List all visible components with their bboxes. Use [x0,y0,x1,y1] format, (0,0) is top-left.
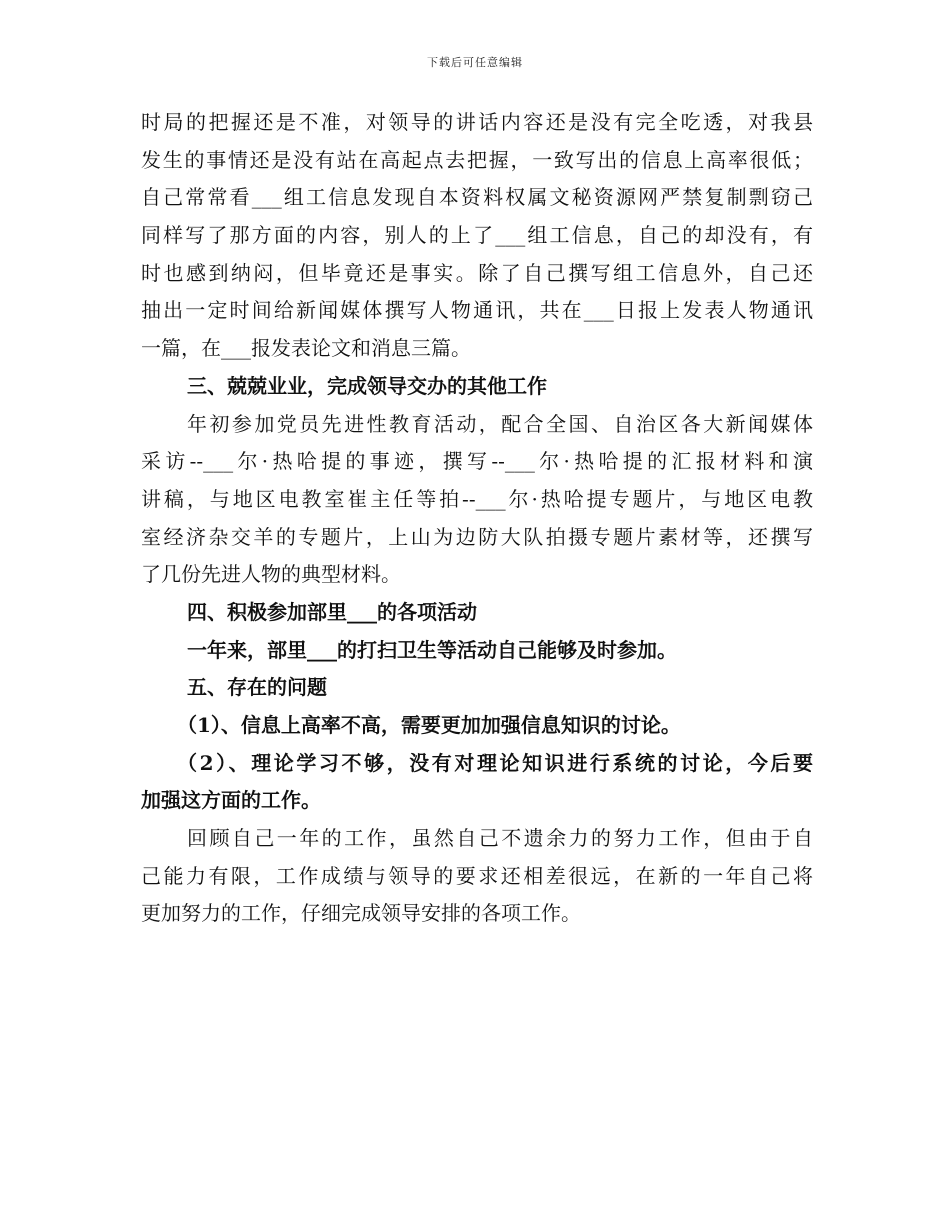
heading-line: 四、积极参加部里___的各项活动 [187,599,477,624]
paragraph-line: 室经济杂交羊的专题片，上山为边防大队拍摄专题片素材等，还撰写 [141,524,813,549]
document-body [141,104,813,933]
paragraph-line: 时局的把握还是不准，对领导的讲话内容还是没有完全吃透，对我县 [141,110,813,134]
heading-line: 三、兢兢业业，完成领导交办的其他工作 [187,373,547,398]
paragraph-line: 发生的事情还是没有站在高起点去把握，一致写出的信息上高率很低； [141,147,813,172]
paragraph-line: 抽出一定时间给新闻媒体撰写人物通讯，共在___日报上发表人物通讯 [141,298,813,323]
paragraph-line: 自己常常看___组工信息发现自本资料权属文秘资源网严禁复制剽窃己 [141,185,813,210]
paragraph-line: 同样写了那方面的内容，别人的上了___组工信息，自己的却没有，有 [141,223,813,248]
paragraph-line: 更加努力的工作，仔细完成领导安排的各项工作。 [141,901,581,926]
paragraph-line: 年初参加党员先进性教育活动，配合全国、自治区各大新闻媒体 [187,411,813,436]
paragraph-line: 了几份先进人物的典型材料。 [141,562,401,587]
heading-line: （1）、信息上高率不高，需要更加加强信息知识的讨论。 [177,713,681,737]
paragraph-line: 时也感到纳闷，但毕竟还是事实。除了自己撰写组工信息外，自己还 [141,260,813,285]
heading-line: 五、存在的问题 [187,675,327,700]
page-header-note: 下载后可任意编辑 [427,56,523,69]
paragraph-line: 己能力有限，工作成绩与领导的要求还相差很远，在新的一年自己将 [141,863,813,888]
paragraph-line: 回顾自己一年的工作，虽然自己不遗余力的努力工作，但由于自 [187,826,813,851]
heading-line: 一年来，部里___的打扫卫生等活动自己能够及时参加。 [187,637,677,662]
paragraph-line: 讲稿，与地区电教室崔主任等拍--___尔·热哈提专题片，与地区电教 [141,486,813,511]
paragraph-line: 采访--___尔·热哈提的事迹，撰写--___尔·热哈提的汇报材料和演 [141,449,813,474]
paragraph-line: 一篇，在___报发表论文和消息三篇。 [141,336,471,361]
heading-line: 加强这方面的工作。 [141,788,321,813]
heading-line: （2）、理论学习不够，没有对理论知识进行系统的讨论，今后要 [177,750,813,775]
